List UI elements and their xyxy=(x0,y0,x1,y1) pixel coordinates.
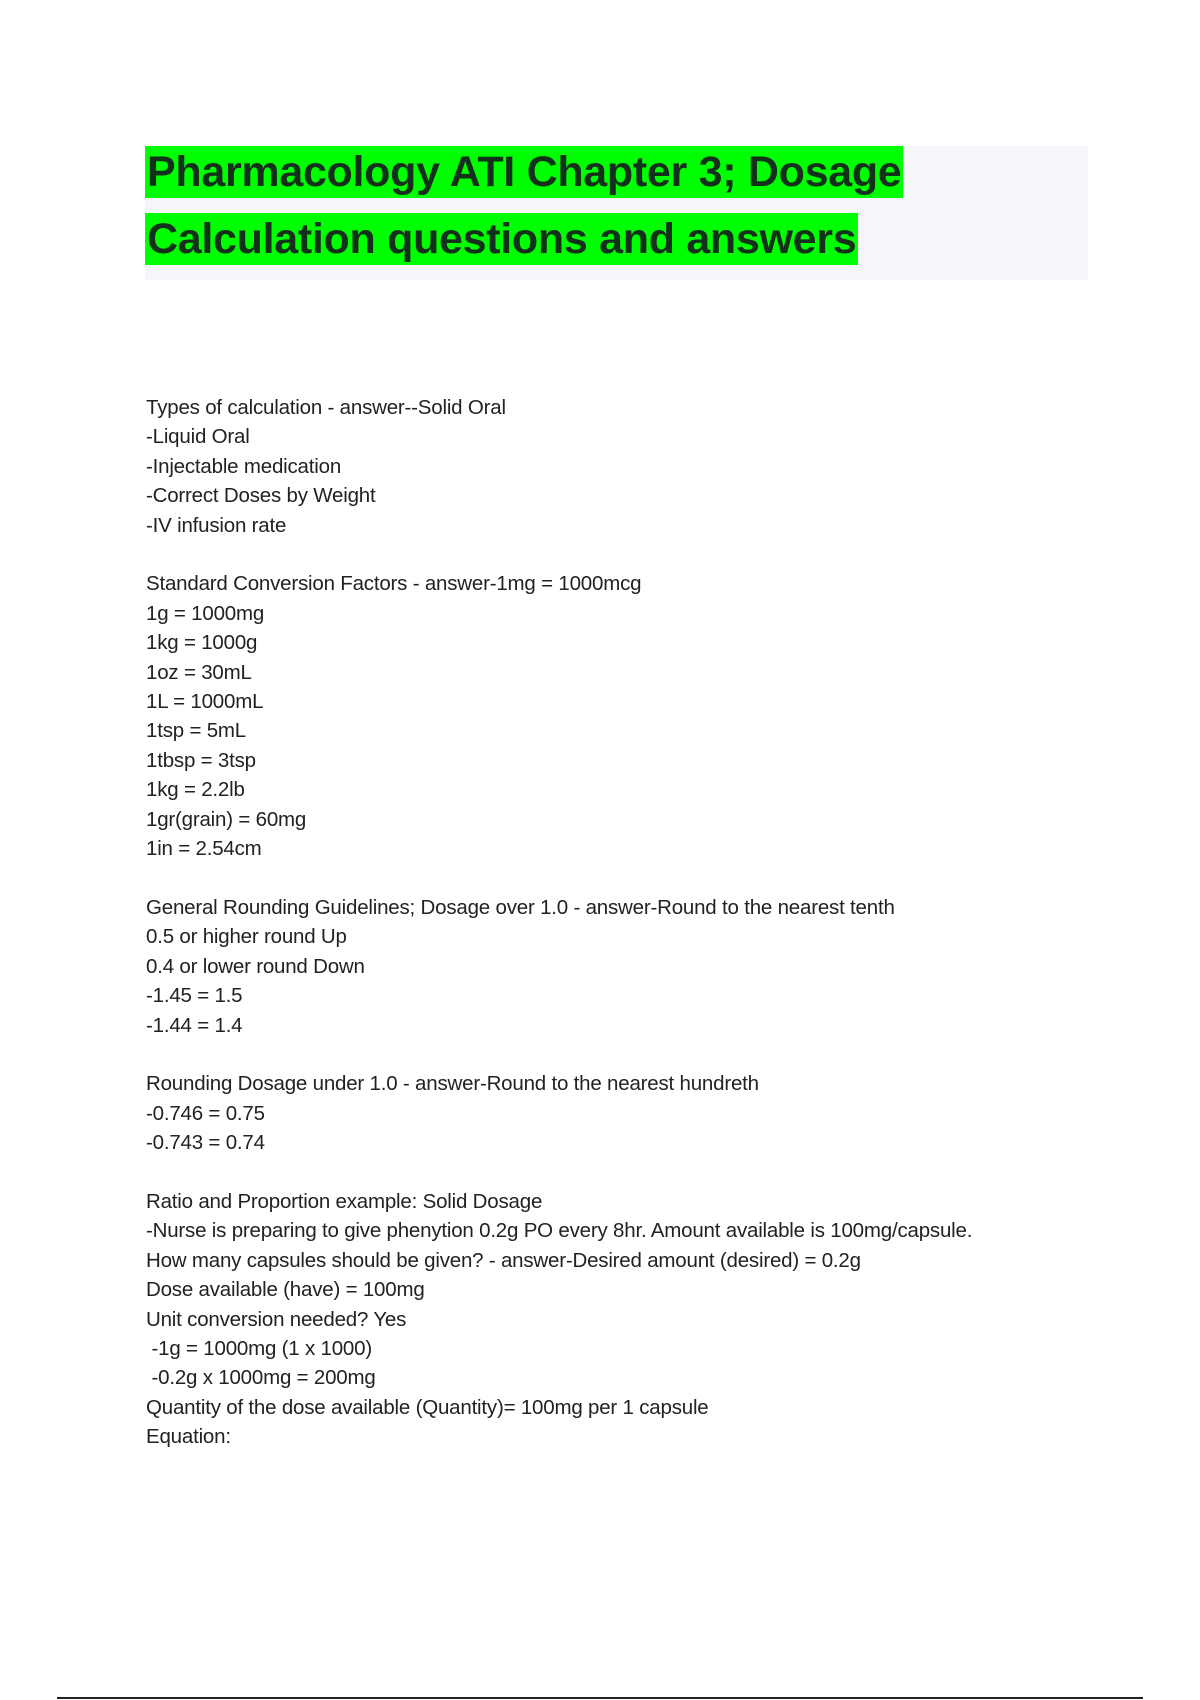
section-types-of-calculation xyxy=(146,393,1106,540)
answer-line: Equation: xyxy=(146,1425,231,1449)
answer-line: 1L = 1000mL xyxy=(146,690,264,714)
question-line: Types of calculation - answer--Solid Oral xyxy=(146,396,506,419)
answer-line: 1tsp = 5mL xyxy=(146,719,246,743)
title-line-1: Pharmacology ATI Chapter 3; Dosage xyxy=(147,148,902,196)
answer-line: -IV infusion rate xyxy=(146,513,287,537)
section-rounding-over-one xyxy=(146,893,1106,1040)
document-title xyxy=(145,146,1088,280)
answer-line: -Liquid Oral xyxy=(146,425,250,449)
answer-line: -1g = 1000mg (1 x 1000) xyxy=(146,1336,372,1360)
answer-line: Dose available (have) = 100mg xyxy=(146,1278,425,1302)
question-line: Ratio and Proportion example: Solid Dosage xyxy=(146,1189,543,1213)
answer-line: -Injectable medication xyxy=(146,454,342,478)
answer-line: 0.4 or lower round Down xyxy=(146,954,365,978)
question-line: Standard Conversion Factors - answer-1mg = 1000mcg xyxy=(146,572,642,596)
answer-line: 1gr(grain) = 60mg xyxy=(146,807,307,831)
section-rounding-under-one xyxy=(146,1069,1106,1157)
answer-line: 1kg = 1000g xyxy=(146,631,258,655)
section-conversion-factors xyxy=(146,569,1106,863)
document-body xyxy=(146,393,1106,1481)
answer-line: 1kg = 2.2lb xyxy=(146,778,245,802)
answer-line: Quantity of the dose available (Quantity)= 100mg per 1 capsule xyxy=(146,1395,709,1419)
answer-line: 1in = 2.54cm xyxy=(146,837,262,861)
answer-line: Unit conversion needed? Yes xyxy=(146,1307,407,1331)
title-line-2: Calculation questions and answers xyxy=(147,215,857,263)
answer-line: 1g = 1000mg xyxy=(146,601,265,625)
question-line: How many capsules should be given? - answer-Desired amount (desired) = 0.2g xyxy=(146,1248,861,1272)
answer-line: -Correct Doses by Weight xyxy=(146,484,376,508)
question-line: General Rounding Guidelines; Dosage over 1.0 - answer-Round to the nearest tenth xyxy=(146,895,895,919)
answer-line: 1oz = 30mL xyxy=(146,660,252,684)
answer-line: 0.5 or higher round Up xyxy=(146,925,347,949)
page-bottom-divider xyxy=(57,1697,1143,1699)
answer-line: -0.746 = 0.75 xyxy=(146,1101,265,1125)
answer-line: -0.743 = 0.74 xyxy=(146,1131,265,1155)
question-line: -Nurse is preparing to give phenytion 0.2g PO every 8hr. Amount available is 100mg/capsule. xyxy=(146,1219,973,1243)
section-ratio-proportion xyxy=(146,1187,1106,1452)
answer-line: -0.2g x 1000mg = 200mg xyxy=(146,1366,376,1390)
answer-line: -1.44 = 1.4 xyxy=(146,1013,243,1037)
question-line: Rounding Dosage under 1.0 - answer-Round to the nearest hundreth xyxy=(146,1072,759,1096)
answer-line: 1tbsp = 3tsp xyxy=(146,748,256,772)
answer-line: -1.45 = 1.5 xyxy=(146,984,243,1008)
